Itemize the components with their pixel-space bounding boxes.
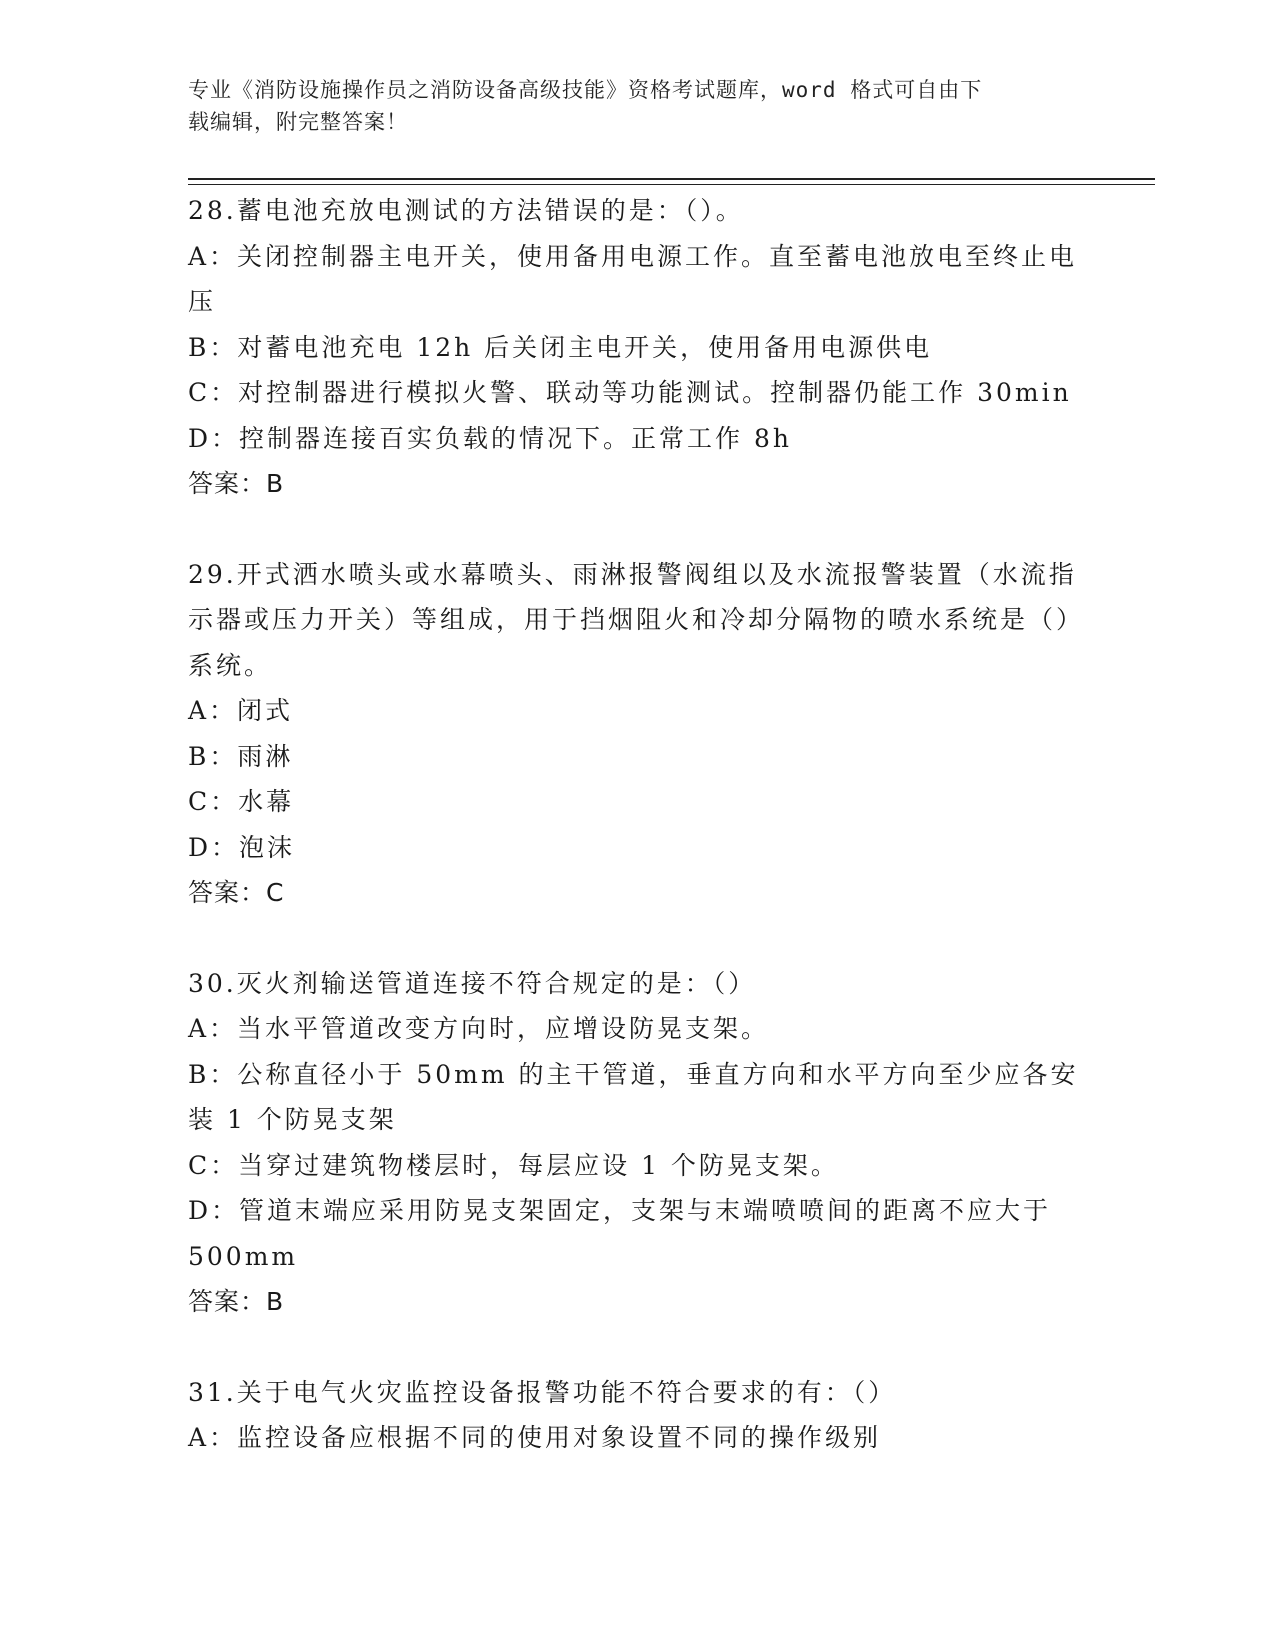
option-d: D：控制器连接百实负载的情况下。正常工作 8h (188, 423, 792, 453)
option-d: D：管道末端应采用防晃支架固定，支架与末端喷喷间的距离不应大于 500mm (188, 1196, 1062, 1271)
header-line-1: 专业《消防设施操作员之消防设备高级技能》资格考试题库，word 格式可自由下 (188, 78, 983, 102)
question-28 (188, 188, 1088, 507)
answer: 答案：C (188, 878, 285, 907)
option-b: B：雨淋 (188, 741, 294, 771)
option-d: D：泡沫 (188, 832, 296, 862)
question-text: 28.蓄电池充放电测试的方法错误的是：（）。 (188, 196, 744, 225)
document-header (188, 74, 1068, 138)
header-divider-thick (188, 178, 1155, 180)
option-a: A：关闭控制器主电开关，使用备用电源工作。直至蓄电池放电至终止电压 (188, 241, 1078, 316)
header-line-2: 载编辑，附完整答案！ (188, 110, 408, 134)
option-a: A：闭式 (188, 696, 294, 725)
option-a: A：监控设备应根据不同的使用对象设置不同的操作级别 (188, 1423, 882, 1452)
question-text: 30.灭火剂输送管道连接不符合规定的是：（） (188, 968, 757, 998)
question-31 (188, 1370, 1088, 1461)
question-text: 29.开式洒水喷头或水幕喷头、雨淋报警阀组以及水流报警装置（水流指示器或压力开关）等组成，用于挡烟阻火和冷却分隔物的喷水系统是（）系统。 (188, 559, 1085, 680)
option-c: C：水幕 (188, 787, 295, 816)
option-b: B：对蓄电池充电 12h 后关闭主电开关，使用备用电源供电 (188, 332, 933, 362)
option-c: C：当穿过建筑物楼层时，每层应设 1 个防晃支架。 (188, 1150, 839, 1180)
question-list (188, 188, 1088, 1461)
question-30 (188, 961, 1088, 1325)
header-divider-thin (188, 184, 1155, 185)
option-b: B：公称直径小于 50mm 的主干管道，垂直方向和水平方向至少应各安装 1 个防晃支架 (188, 1059, 1079, 1134)
option-c: C：对控制器进行模拟火警、联动等功能测试。控制器仍能工作 30min (188, 378, 1072, 407)
answer: 答案：B (188, 1287, 285, 1316)
question-text: 31.关于电气火灾监控设备报警功能不符合要求的有：（） (188, 1377, 897, 1407)
question-29 (188, 552, 1088, 916)
answer: 答案：B (188, 469, 285, 498)
option-a: A：当水平管道改变方向时，应增设防晃支架。 (188, 1014, 770, 1043)
